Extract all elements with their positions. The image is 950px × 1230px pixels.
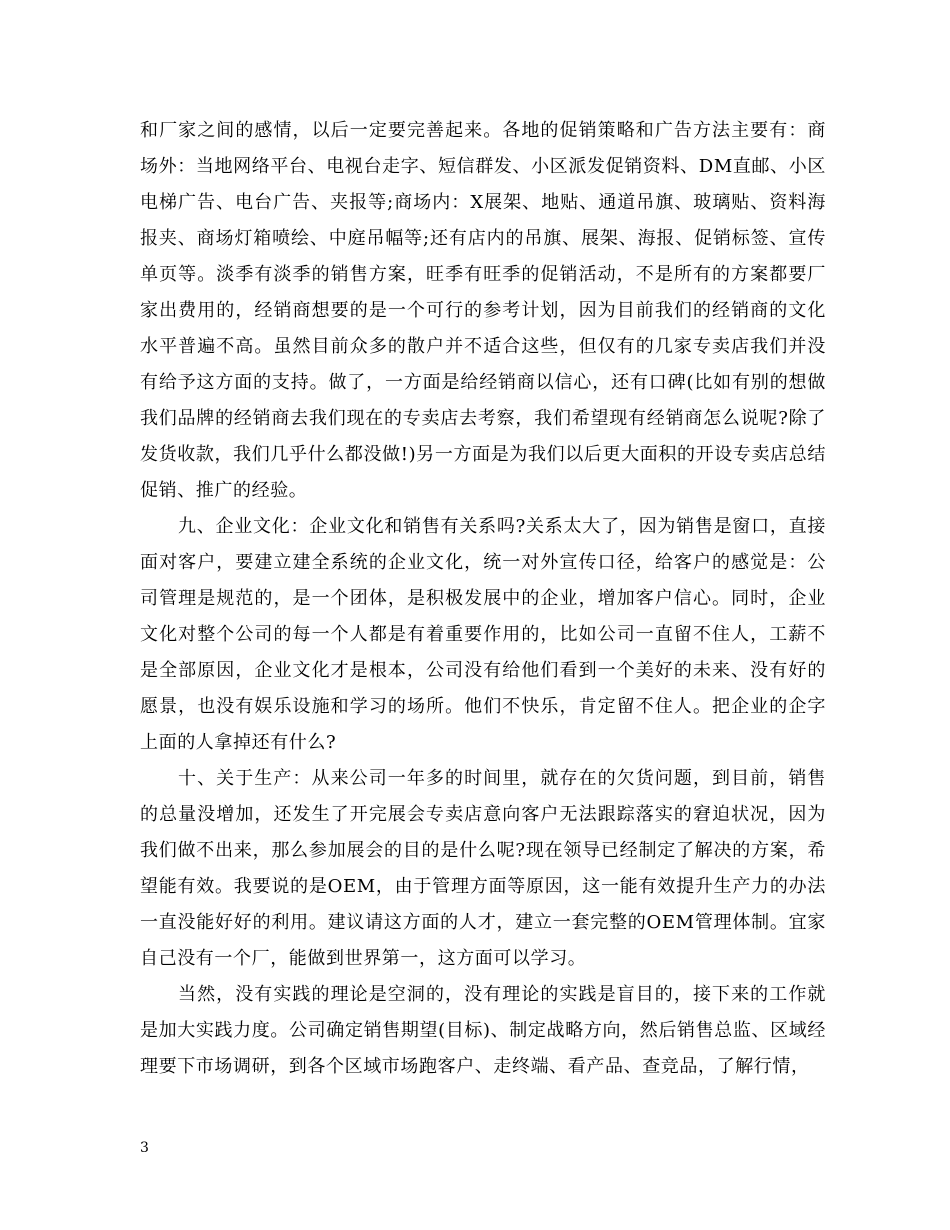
paragraph-practice: 当然，没有实践的理论是空洞的，没有理论的实践是盲目的，接下来的工作就是加大实践力度。公司确定销售期望(目标)、制定战略方向，然后销售总监、区域经理要下市场调研，到各个区域市场跑客户、走终端、看产品、查竞品，了解行情， [140, 984, 826, 1077]
paragraph-corporate-culture: 九、企业文化：企业文化和销售有关系吗?关系太大了，因为销售是窗口，直接面对客户，要建立建全系统的企业文化，统一对外宣传口径，给客户的感觉是：公司管理是规范的，是一个团体，是积极发展中的企业，增加客户信心。同时，企业文化对整个公司的每一个人都是有着重要作用的，比如公司一直留不住人，工薪不是全部原因，企业文化才是根本，公司没有给他们看到一个美好的未来、没有好的愿景，也没有娱乐设施和学习的场所。他们不快乐，肯定留不住人。把企业的企字上面的人拿掉还有什么? [140, 516, 826, 753]
paragraph-production: 十、关于生产：从来公司一年多的时间里，就存在的欠货问题，到目前，销售的总量没增加，还发生了开完展会专卖店意向客户无法跟踪落实的窘迫状况，因为我们做不出来，那么参加展会的目的是什么呢?现在领导已经制定了解决的方案，希望能有效。我要说的是OEM，由于管理方面等原因，这一能有效提升生产力的办法一直没能好好的利用。建议请这方面的人才，建立一套完整的OEM管理体制。宜家自己没有一个厂，能做到世界第一，这方面可以学习。 [140, 768, 826, 969]
document-body [140, 113, 826, 1085]
page-number: 3 [140, 1140, 149, 1156]
paragraph-promotion-methods: 和厂家之间的感情，以后一定要完善起来。各地的促销策略和广告方法主要有：商场外：当地网络平台、电视台走字、短信群发、小区派发促销资料、DM直邮、小区电梯广告、电台广告、夹报等;商场内：X展架、地贴、通道吊旗、玻璃贴、资料海报夹、商场灯箱喷绘、中庭吊幅等;还有店内的吊旗、展架、海报、促销标签、宣传单页等。淡季有淡季的销售方案，旺季有旺季的促销活动，不是所有的方案都要厂家出费用的，经销商想要的是一个可行的参考计划，因为目前我们的经销商的文化水平普遍不高。虽然目前众多的散户并不适合这些，但仅有的几家专卖店我们并没有给予这方面的支持。做了，一方面是给经销商以信心，还有口碑(比如有别的想做我们品牌的经销商去我们现在的专卖店去考察，我们希望现有经销商怎么说呢?除了发货收款，我们几乎什么都没做!)另一方面是为我们以后更大面积的开设专卖店总结促销、推广的经验。 [140, 120, 826, 501]
